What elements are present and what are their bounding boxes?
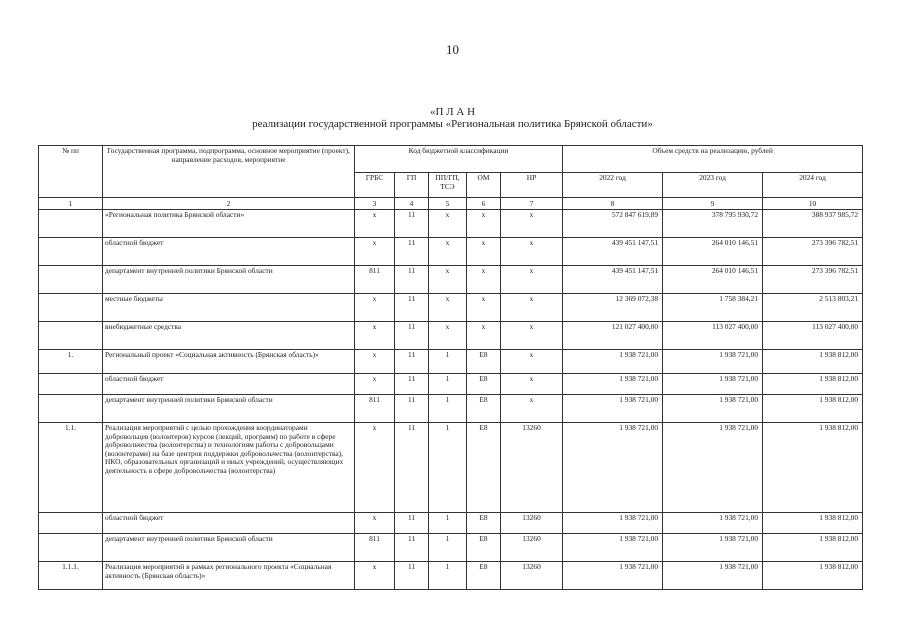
table-row xyxy=(39,423,863,513)
cell-ppgp: x xyxy=(429,294,467,322)
cell-grbs: x xyxy=(355,238,395,266)
cell-om: E8 xyxy=(467,350,501,374)
row-num: 1.1. xyxy=(39,423,103,513)
cell-2023: 1 938 721,00 xyxy=(663,350,763,374)
cell-grbs: x xyxy=(355,374,395,395)
plan-table xyxy=(38,145,863,590)
table-row xyxy=(39,350,863,374)
row-num xyxy=(39,374,103,395)
row-name: Региональный проект «Социальная активность (Брянская область)» xyxy=(103,350,355,374)
cell-ppgp: 1 xyxy=(429,534,467,562)
cell-ppgp: 1 xyxy=(429,513,467,534)
cell-2023: 1 938 721,00 xyxy=(663,562,763,590)
row-name: внебюджетные средства xyxy=(103,322,355,350)
cell-2022: 1 938 721,00 xyxy=(563,350,663,374)
cell-gp: 11 xyxy=(395,210,429,238)
cell-nr: x xyxy=(501,350,563,374)
cell-2024: 1 938 812,00 xyxy=(763,423,863,513)
table-row xyxy=(39,395,863,423)
row-name: департамент внутренней политики Брянской области xyxy=(103,266,355,294)
cell-2023: 1 938 721,00 xyxy=(663,395,763,423)
cell-om: x xyxy=(467,238,501,266)
cell-2022: 12 369 072,38 xyxy=(563,294,663,322)
cell-gp: 11 xyxy=(395,350,429,374)
cell-ppgp: x xyxy=(429,210,467,238)
cell-2024: 1 938 812,00 xyxy=(763,534,863,562)
cell-grbs: x xyxy=(355,210,395,238)
cell-nr: 13260 xyxy=(501,562,563,590)
header-grbs: ГРБС xyxy=(355,173,395,198)
cell-grbs: 811 xyxy=(355,266,395,294)
col-number: 9 xyxy=(663,198,763,210)
row-num xyxy=(39,238,103,266)
cell-ppgp: 1 xyxy=(429,374,467,395)
cell-2024: 113 027 400,00 xyxy=(763,322,863,350)
cell-2024: 1 938 812,00 xyxy=(763,562,863,590)
col-number: 7 xyxy=(501,198,563,210)
cell-nr: x xyxy=(501,374,563,395)
row-num: 1.1.1. xyxy=(39,562,103,590)
cell-om: x xyxy=(467,266,501,294)
page-number: 10 xyxy=(446,42,459,57)
table-row xyxy=(39,294,863,322)
cell-ppgp: 1 xyxy=(429,562,467,590)
cell-ppgp: 1 xyxy=(429,350,467,374)
row-name: Реализация мероприятий в рамках регионального проекта «Социальная активность (Брянская область)» xyxy=(103,562,355,590)
table-row xyxy=(39,266,863,294)
cell-2023: 1 758 384,21 xyxy=(663,294,763,322)
cell-gp: 11 xyxy=(395,322,429,350)
cell-grbs: x xyxy=(355,350,395,374)
column-number-row xyxy=(39,198,863,210)
cell-grbs: x xyxy=(355,423,395,513)
cell-om: x xyxy=(467,322,501,350)
cell-nr: x xyxy=(501,294,563,322)
header-num: № пп xyxy=(39,146,103,198)
cell-om: E8 xyxy=(467,534,501,562)
row-num xyxy=(39,534,103,562)
cell-nr: 13260 xyxy=(501,513,563,534)
table-body xyxy=(39,210,863,590)
cell-2024: 1 938 812,00 xyxy=(763,513,863,534)
header-ppgp: ПП/ГП, ТСЭ xyxy=(429,173,467,198)
table-row xyxy=(39,374,863,395)
cell-2022: 439 451 147,51 xyxy=(563,238,663,266)
col-number: 5 xyxy=(429,198,467,210)
cell-2024: 1 938 812,00 xyxy=(763,350,863,374)
col-number: 4 xyxy=(395,198,429,210)
cell-gp: 11 xyxy=(395,562,429,590)
cell-2024: 273 396 782,51 xyxy=(763,238,863,266)
col-number: 3 xyxy=(355,198,395,210)
table-row xyxy=(39,322,863,350)
header-2023: 2023 год xyxy=(663,173,763,198)
cell-2024: 2 513 803,21 xyxy=(763,294,863,322)
table-row xyxy=(39,534,863,562)
header-om: ОМ xyxy=(467,173,501,198)
cell-om: E8 xyxy=(467,513,501,534)
row-num xyxy=(39,294,103,322)
cell-2022: 1 938 721,00 xyxy=(563,423,663,513)
cell-2022: 1 938 721,00 xyxy=(563,534,663,562)
cell-ppgp: 1 xyxy=(429,395,467,423)
row-name: «Региональная политика Брянской области» xyxy=(103,210,355,238)
cell-nr: 13260 xyxy=(501,423,563,513)
table-row xyxy=(39,238,863,266)
title-line-1: «П Л А Н xyxy=(429,106,476,118)
cell-2024: 1 938 812,00 xyxy=(763,374,863,395)
cell-grbs: x xyxy=(355,322,395,350)
cell-grbs: x xyxy=(355,562,395,590)
row-name: областной бюджет xyxy=(103,238,355,266)
cell-2023: 1 938 721,00 xyxy=(663,374,763,395)
row-name: областной бюджет xyxy=(103,374,355,395)
cell-ppgp: x xyxy=(429,238,467,266)
cell-ppgp: x xyxy=(429,266,467,294)
cell-grbs: 811 xyxy=(355,395,395,423)
cell-om: E8 xyxy=(467,423,501,513)
row-num xyxy=(39,266,103,294)
row-name: департамент внутренней политики Брянской области xyxy=(103,534,355,562)
row-name: областной бюджет xyxy=(103,513,355,534)
table-row xyxy=(39,210,863,238)
cell-2022: 1 938 721,00 xyxy=(563,395,663,423)
cell-om: E8 xyxy=(467,374,501,395)
cell-nr: x xyxy=(501,395,563,423)
col-number: 6 xyxy=(467,198,501,210)
cell-gp: 11 xyxy=(395,266,429,294)
cell-grbs: 811 xyxy=(355,534,395,562)
cell-2023: 1 938 721,00 xyxy=(663,423,763,513)
header-2022: 2022 год xyxy=(563,173,663,198)
title-line-2: реализации государственной программы «Региональная политика Брянской области» xyxy=(252,118,653,130)
cell-gp: 11 xyxy=(395,294,429,322)
header-nr: НР xyxy=(501,173,563,198)
header-2024: 2024 год xyxy=(763,173,863,198)
cell-ppgp: x xyxy=(429,322,467,350)
cell-om: x xyxy=(467,294,501,322)
row-num: 1. xyxy=(39,350,103,374)
cell-2022: 1 938 721,00 xyxy=(563,562,663,590)
col-number: 1 xyxy=(39,198,103,210)
document-title xyxy=(0,106,905,130)
cell-2022: 439 451 147,51 xyxy=(563,266,663,294)
col-number: 10 xyxy=(763,198,863,210)
row-name: местные бюджеты xyxy=(103,294,355,322)
cell-gp: 11 xyxy=(395,374,429,395)
cell-2023: 378 795 930,72 xyxy=(663,210,763,238)
cell-nr: x xyxy=(501,238,563,266)
cell-gp: 11 xyxy=(395,534,429,562)
cell-2024: 273 396 782,51 xyxy=(763,266,863,294)
cell-2022: 121 027 400,00 xyxy=(563,322,663,350)
cell-om: x xyxy=(467,210,501,238)
cell-2024: 1 938 812,00 xyxy=(763,395,863,423)
row-num xyxy=(39,395,103,423)
cell-2024: 388 937 985,72 xyxy=(763,210,863,238)
table-row xyxy=(39,513,863,534)
cell-nr: x xyxy=(501,322,563,350)
cell-grbs: x xyxy=(355,294,395,322)
cell-2022: 1 938 721,00 xyxy=(563,513,663,534)
cell-2023: 264 010 146,51 xyxy=(663,238,763,266)
cell-2023: 113 027 400,00 xyxy=(663,322,763,350)
cell-2023: 264 010 146,51 xyxy=(663,266,763,294)
cell-ppgp: 1 xyxy=(429,423,467,513)
cell-2022: 572 847 619,89 xyxy=(563,210,663,238)
cell-gp: 11 xyxy=(395,395,429,423)
header-name: Государственная программа, подпрограмма, основное мероприятие (проект), направление расходов, мероприятие xyxy=(103,146,355,198)
table-row xyxy=(39,562,863,590)
cell-2023: 1 938 721,00 xyxy=(663,513,763,534)
cell-nr: x xyxy=(501,266,563,294)
header-gp: ГП xyxy=(395,173,429,198)
col-number: 8 xyxy=(563,198,663,210)
row-name: Реализация мероприятий с целью прохождения координаторами добровольцев (волонтеров) курсов (лекций, программ) по работе в сфере добровольчества (волонтерства) и технологиям работы с добровольцами (волонтерами) на базе центров поддержки добровольчества (волонтерства), НКО, образовательных организаций и иных учреждений, осуществляющих деятельность в сфере добровольчества (волонтерства) xyxy=(103,423,355,513)
cell-2022: 1 938 721,00 xyxy=(563,374,663,395)
cell-2023: 1 938 721,00 xyxy=(663,534,763,562)
cell-gp: 11 xyxy=(395,423,429,513)
row-num xyxy=(39,322,103,350)
row-num xyxy=(39,210,103,238)
cell-grbs: x xyxy=(355,513,395,534)
cell-nr: x xyxy=(501,210,563,238)
row-name: департамент внутренней политики Брянской области xyxy=(103,395,355,423)
header-row-1 xyxy=(39,146,863,173)
cell-gp: 11 xyxy=(395,238,429,266)
header-volume: Объем средств на реализацию, рублей xyxy=(563,146,863,173)
cell-om: E8 xyxy=(467,395,501,423)
row-num xyxy=(39,513,103,534)
cell-om: E8 xyxy=(467,562,501,590)
cell-gp: 11 xyxy=(395,513,429,534)
col-number: 2 xyxy=(103,198,355,210)
cell-nr: 13260 xyxy=(501,534,563,562)
header-kbk: Код бюджетной классификации xyxy=(355,146,563,173)
